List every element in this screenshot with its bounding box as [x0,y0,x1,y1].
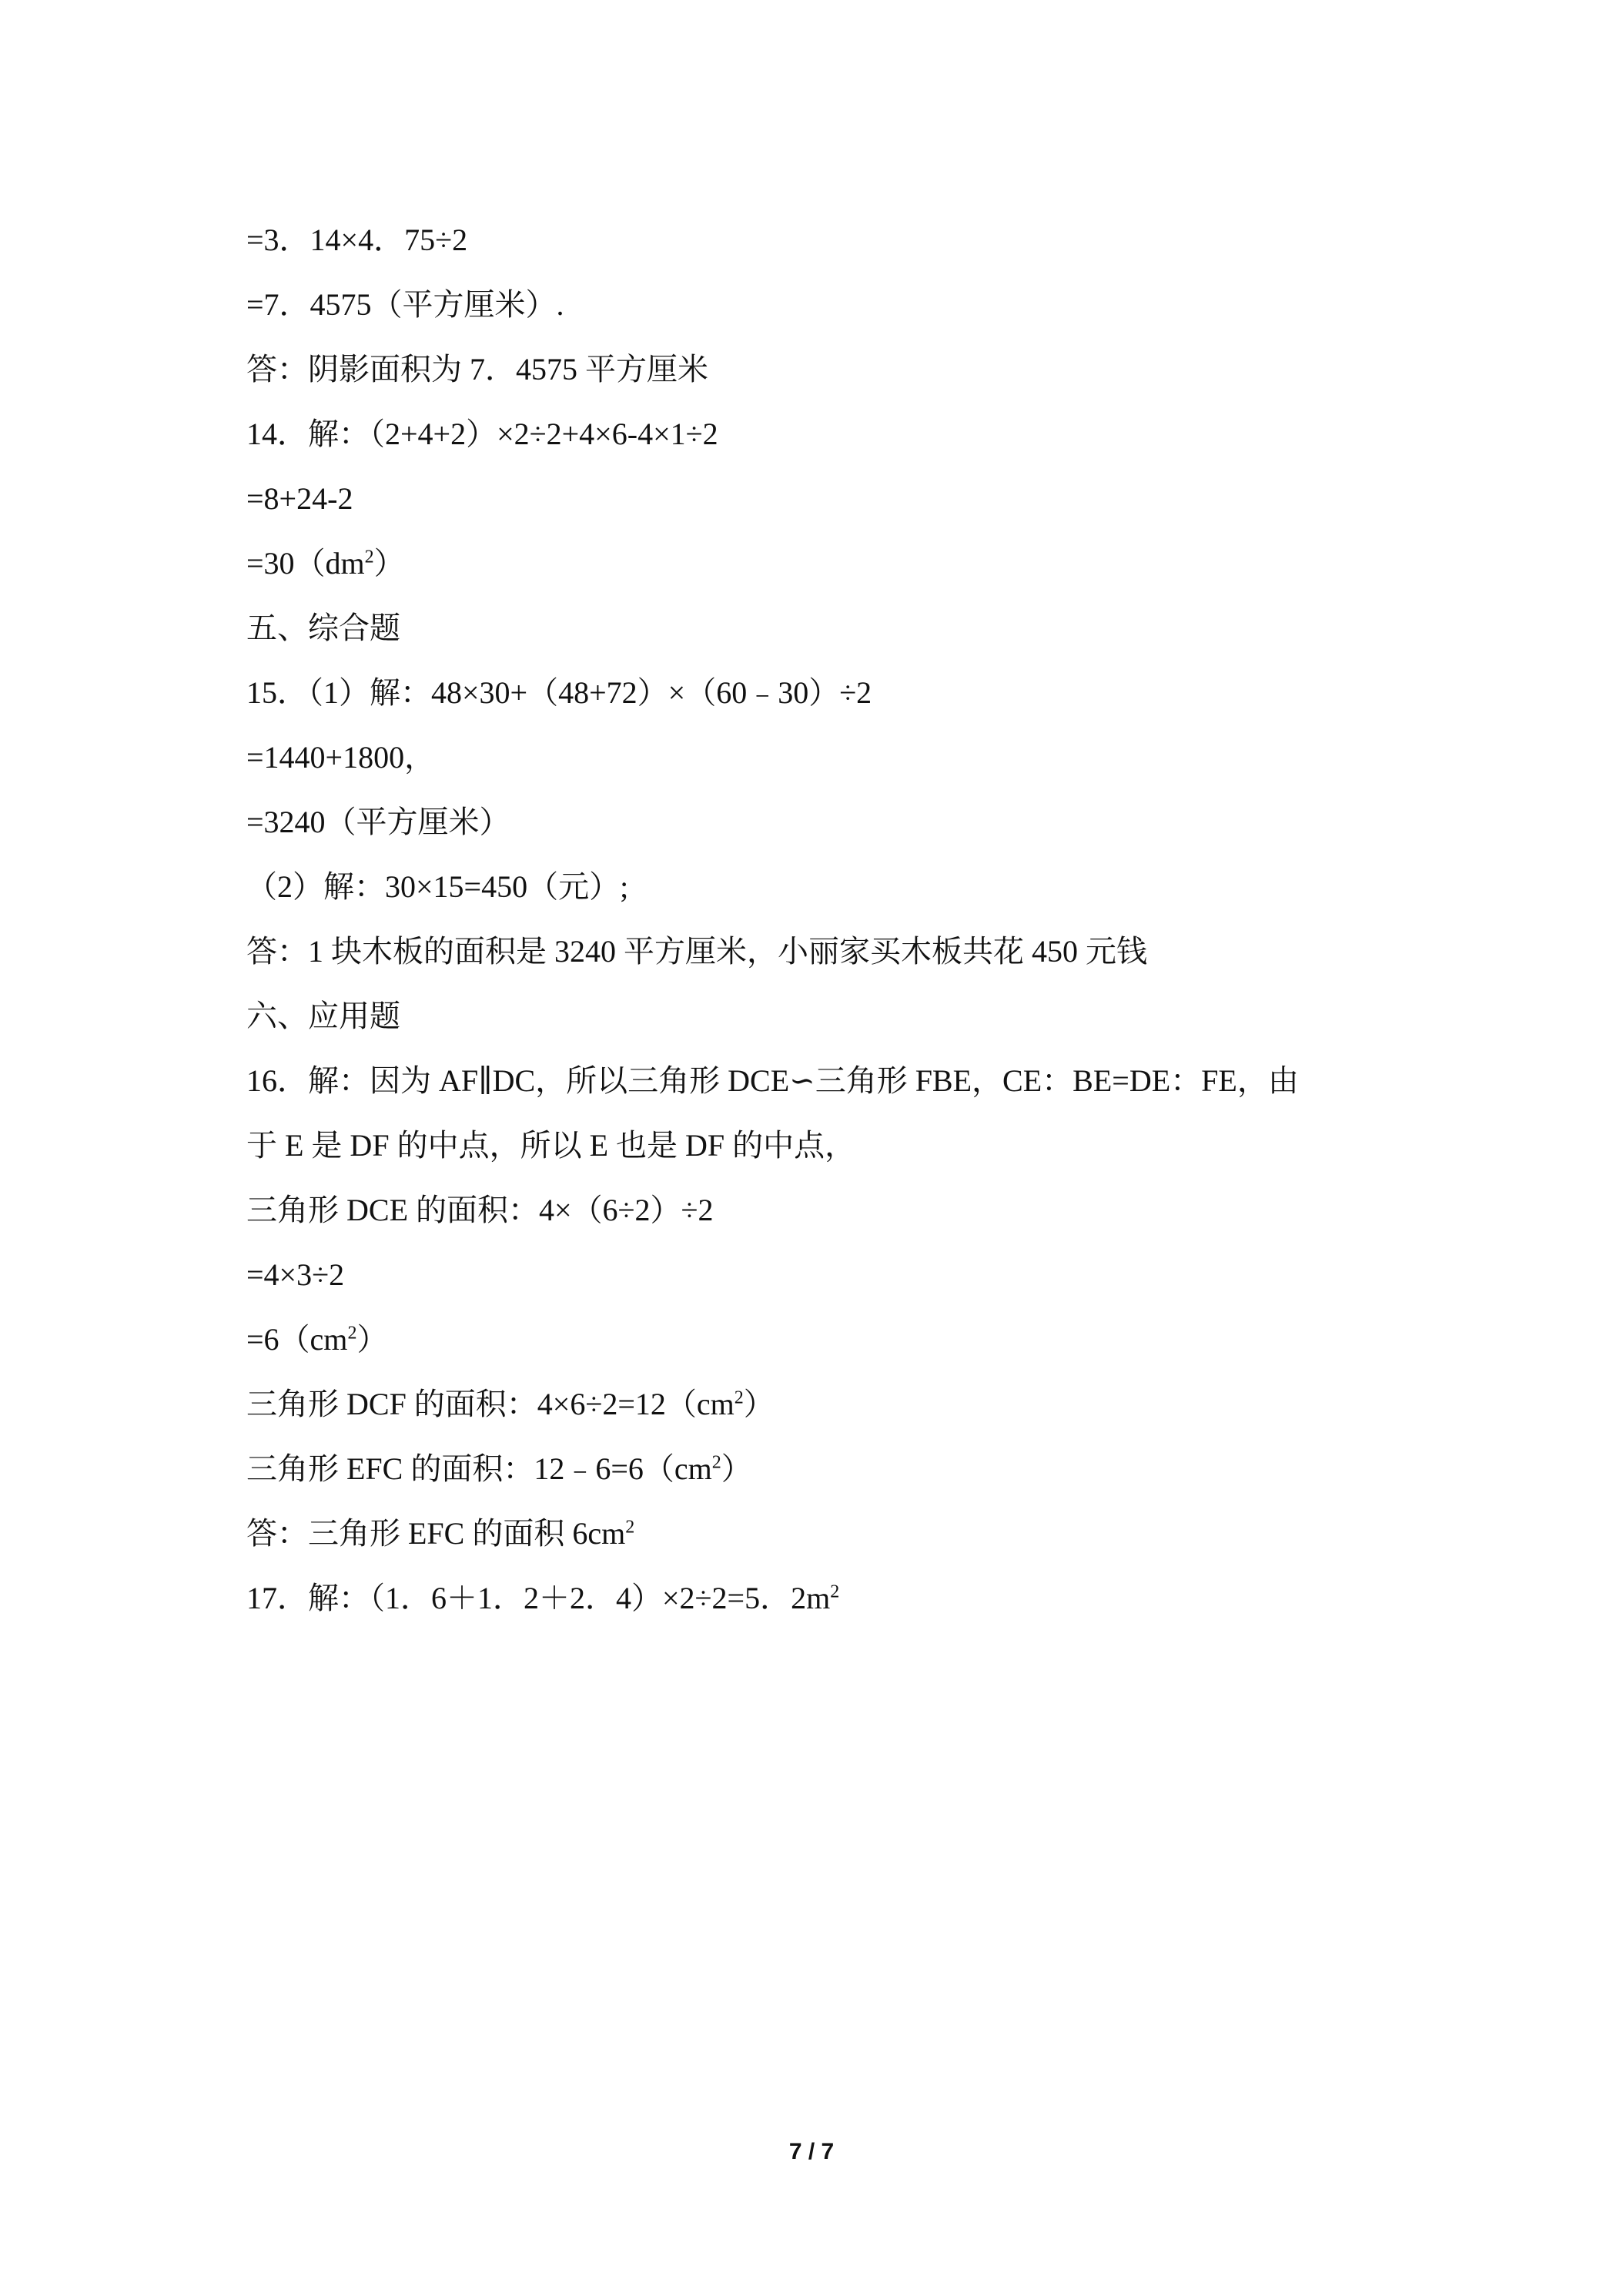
section-heading: 六、应用题 [246,999,400,1033]
section-heading: 五、综合题 [246,611,400,645]
text-line: =8+24-2 [246,481,353,516]
text-line: 15．（1）解：48×30+（48+72）×（60﹣30）÷2 [246,675,872,710]
text-line: =7．4575（平方厘米）. [246,287,564,322]
text-line: 17．解：（1．6＋1．2＋2．4）×2÷2=5．$2m^2$ [246,1581,840,1615]
text-line: 三角形 DCF 的面积：$4\times 6\div 2=12(cm^2)$ [246,1387,775,1421]
superscript: 2 [830,1581,840,1602]
superscript: 2 [734,1387,744,1408]
superscript: 2 [711,1452,721,1473]
text-line: 三角形 DCE 的面积：4×（6÷2）÷2 [246,1193,714,1227]
text-line: （2）解：30×15=450（元）; [246,869,629,904]
text-line: 答：三角形 EFC 的面积 $6cm^2$ [246,1516,635,1551]
text-line: 于 E 是 DF 的中点，所以 E 也是 DF 的中点， [246,1128,856,1163]
text-line: 14．解：（2+4+2）×2÷2+4×6-4×1÷2 [246,417,718,451]
superscript: 2 [625,1517,635,1538]
text-line: $=6(cm^2)$ [246,1322,388,1357]
text-line: =3．14×4．75÷2 [246,223,468,257]
text-line: $=30(dm^2)$ [246,546,405,581]
text-line: 答：阴影面积为 7．4575 平方厘米 [246,352,708,387]
superscript: 2 [364,547,374,567]
superscript: 2 [347,1323,357,1344]
text-line: 16．解：因为 AF∥DC，所以三角形 DCE∽三角形 FBE，CE：BE=DE：FE，由 [246,1063,1299,1098]
text-line: 答：1 块木板的面积是 3240 平方厘米，小丽家买木板共花 450 元钱 [246,934,1147,969]
text-line: 三角形 EFC 的面积：$12﹣6=6(cm^2)$ [246,1451,752,1486]
text-line: =1440+1800， [246,740,436,775]
answer-text-block [246,208,1401,1631]
text-line: =3240（平方厘米） [246,805,510,839]
page-number: 7 / 7 [788,2139,835,2164]
text-line: =4×3÷2 [246,1257,345,1292]
